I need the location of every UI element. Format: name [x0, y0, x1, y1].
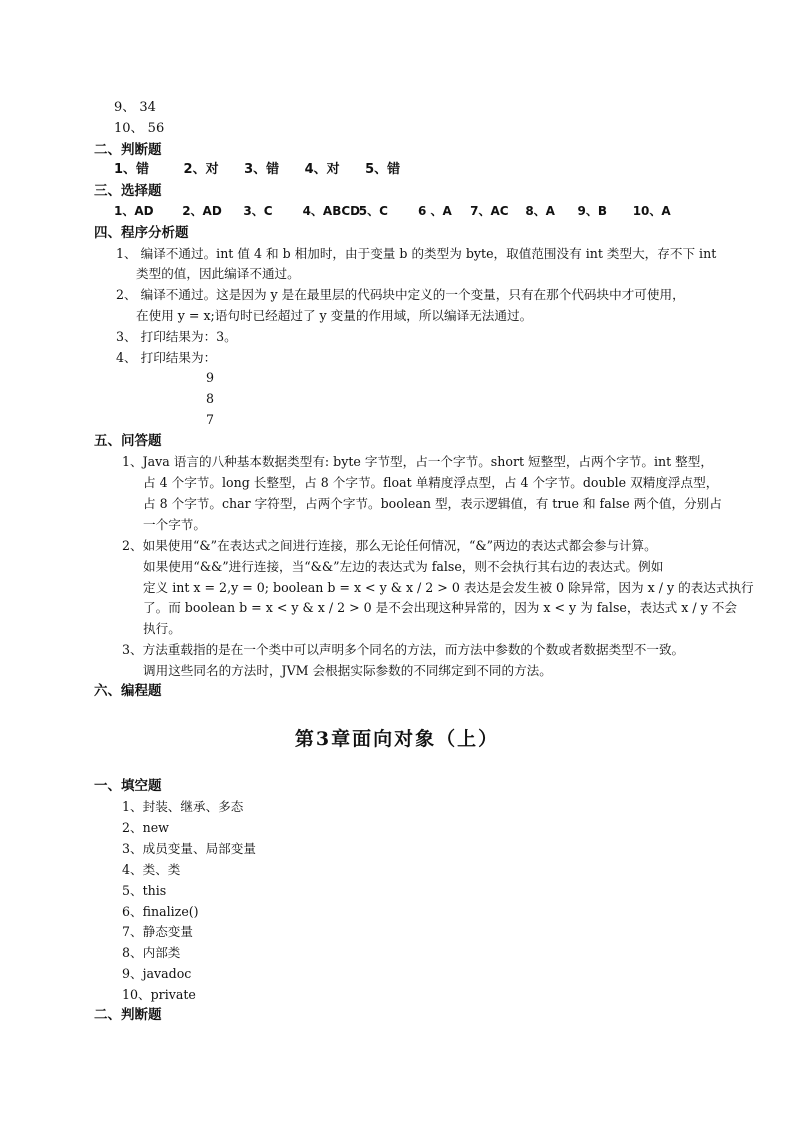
section-judge-heading: 二、判断题: [94, 142, 162, 158]
qa-answer-1-line4: 一个字节。: [143, 517, 206, 532]
qa-answer-1-line3: 占 8 个字节。char 字符型，占两个字节。boolean 型，表示逻辑值，有 true 和 false 两个值，分别占: [143, 496, 722, 511]
qa-answer-3-line1: 3、方法重载指的是在一个类中可以声明多个同名的方法，而方法中参数的个数或者数据类型不一致。: [122, 642, 685, 657]
program-answer-1-line1: 1、 编译不通过。int 值 4 和 b 相加时，由于变量 b 的类型为 byte，取值范围没有 int 类型大，存不下 int: [116, 246, 717, 261]
section-program-heading: 四、程序分析题: [94, 225, 189, 241]
qa-answer-1-line2: 占 4 个字节。long 长整型，占 8 个字节。float 单精度浮点型，占 4 个字节。double 双精度浮点型，: [143, 475, 719, 490]
qa-answer-2-line5: 执行。: [143, 621, 181, 636]
judge-answer: 2、对: [183, 162, 219, 177]
qa-answer-2-line4: 了。而 boolean b = x < y & x / 2 > 0 是不会出现这种异常的，因为 x < y 为 false，表达式 x / y 不会: [143, 600, 737, 615]
fill-item: 8、内部类: [122, 945, 181, 960]
qa-answer-2-line1: 2、如果使用“&”在表达式之间进行连接，那么无论任何情况，“&”两边的表达式都会参与计算。: [122, 538, 657, 553]
choice-answer: 10、A: [632, 204, 671, 218]
program-answer-4-value: 8: [206, 391, 215, 406]
choice-answer: 6 、A: [417, 204, 452, 218]
fill-answer-9: 9、 34: [114, 100, 156, 115]
qa-answer-1-line1: 1、Java 语言的八种基本数据类型有: byte 字节型，占一个字节。short 短整型，占两个字节。int 整型，: [122, 454, 713, 469]
judge-answer: 4、对: [304, 162, 340, 177]
fill-item: 1、封装、继承、多态: [122, 799, 244, 814]
choice-answer: 2、AD: [182, 204, 222, 218]
fill-item: 2、new: [122, 820, 169, 835]
section-judge2-heading: 二、判断题: [94, 1007, 162, 1023]
chapter-title: 第3章面向对象（上）: [294, 728, 500, 750]
choice-answer: 8、A: [525, 204, 555, 218]
program-answer-2-line2: 在使用 y = x;语句时已经超过了 y 变量的作用域，所以编译无法通过。: [136, 308, 533, 323]
section-qa-heading: 五、问答题: [94, 433, 162, 449]
program-answer-4-value: 9: [206, 370, 215, 385]
choice-answer: 9、B: [577, 204, 607, 218]
program-answer-2-line1: 2、 编译不通过。这是因为 y 是在最里层的代码块中定义的一个变量，只有在那个代码块中才可使用，: [116, 287, 685, 302]
fill-item: 3、成员变量、局部变量: [122, 841, 256, 856]
fill-item: 7、静态变量: [122, 924, 193, 939]
fill-item: 4、类、类: [122, 862, 181, 877]
program-answer-4-value: 7: [206, 412, 215, 427]
fill-answer-10: 10、 56: [114, 121, 165, 136]
qa-answer-2-line3: 定义 int x = 2,y = 0; boolean b = x < y & x / 2 > 0 表达是会发生被 0 除异常，因为 x / y 的表达式执行: [143, 580, 754, 595]
choice-answers-row: [114, 202, 677, 220]
choice-answer: 7、AC: [470, 204, 509, 218]
judge-answer: 3、错: [244, 162, 280, 177]
program-answer-3: 3、 打印结果为：3。: [116, 329, 237, 344]
program-answer-1-line2: 类型的值，因此编译不通过。: [136, 266, 300, 281]
fill-item: 10、private: [122, 987, 196, 1002]
program-answer-4: 4、 打印结果为：: [116, 350, 217, 365]
judge-answers-row: [114, 161, 421, 179]
fill-item: 5、this: [122, 883, 167, 898]
fill-item: 9、javadoc: [122, 966, 192, 981]
judge-answer: 5、错: [365, 162, 401, 177]
judge-answer: 1、错: [114, 162, 150, 177]
section-fill-heading: 一、填空题: [94, 778, 162, 794]
section-programming-heading: 六、编程题: [94, 683, 162, 699]
choice-answer: 4、ABCD: [302, 204, 361, 218]
choice-answer: 3、C: [243, 204, 273, 218]
qa-answer-2-line2: 如果使用“&&”进行连接，当“&&”左边的表达式为 false，则不会执行其右边的表达式。例如: [143, 559, 664, 574]
fill-item: 6、finalize(): [122, 904, 199, 919]
section-choice-heading: 三、选择题: [94, 183, 162, 199]
choice-answer: 5、C: [358, 204, 388, 218]
qa-answer-3-line2: 调用这些同名的方法时，JVM 会根据实际参数的不同绑定到不同的方法。: [143, 663, 552, 678]
choice-answer: 1、AD: [114, 204, 154, 218]
